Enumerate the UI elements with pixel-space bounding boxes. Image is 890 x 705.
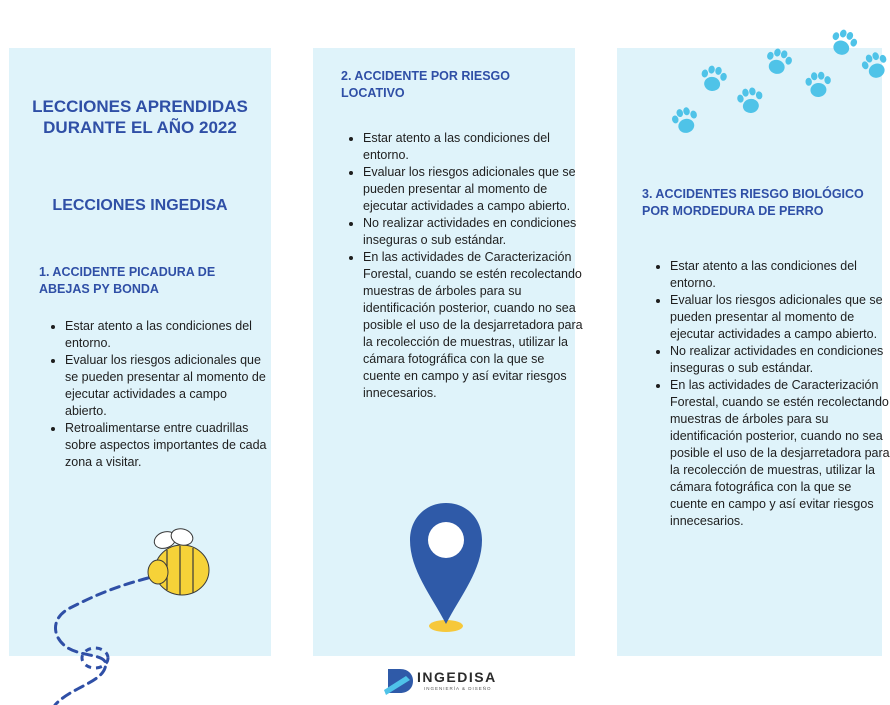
bullet-list-1 bbox=[46, 318, 270, 471]
paw-print-icon bbox=[803, 70, 833, 100]
paw-print-icon bbox=[698, 64, 728, 94]
logo-mark-icon bbox=[384, 666, 414, 696]
list-item: • En las actividades de Caracterización Forestal, cuando se estén recolectando muestras de árboles para su identificación posterior, cuando no sea posible el uso de la desjarretadora para la recolección de muestras, utilizar la cámara fotográfica con la que se cuente en campo y así evitar riesgos innecesarios. bbox=[363, 249, 585, 402]
bullet-list-2 bbox=[344, 130, 585, 402]
list-item: • No realizar actividades en condiciones inseguras o sub estándar. bbox=[363, 215, 585, 249]
logo-tagline: INGENIERÍA & DISEÑO bbox=[424, 686, 492, 691]
panel-lessons-2 bbox=[313, 48, 583, 656]
location-pin-icon bbox=[406, 500, 486, 636]
paw-print-icon bbox=[735, 86, 765, 116]
list-item: • Estar atento a las condiciones del entorno. bbox=[65, 318, 270, 352]
bullet-list-3 bbox=[651, 258, 890, 530]
list-item: • Evaluar los riesgos adicionales que se pueden presentar al momento de ejecutar actividades a campo abierto. bbox=[363, 164, 585, 215]
paw-print-icon bbox=[828, 28, 858, 58]
list-item: • Estar atento a las condiciones del entorno. bbox=[670, 258, 890, 292]
list-item: • Evaluar los riesgos adicionales que se pueden presentar al momento de ejecutar actividades a campo abierto. bbox=[670, 292, 890, 343]
heading-accident-1: 1. ACCIDENTE PICADURA DE ABEJAS PY BONDA bbox=[39, 265, 216, 296]
ingedisa-logo bbox=[384, 665, 509, 697]
list-item: • En las actividades de Caracterización Forestal, cuando se estén recolectando muestras de árboles para su identificación posterior, cuando no sea posible el uso de la desjarretadora para la recolección de muestras, utilizar la cámara fotográfica con la que se cuente en campo y así evitar riesgos innecesarios. bbox=[670, 377, 890, 530]
logo-wordmark: INGEDISA bbox=[417, 669, 497, 685]
subtitle: LECCIONES INGEDISA bbox=[52, 197, 228, 214]
list-item: • Evaluar los riesgos adicionales que se pueden presentar al momento de ejecutar actividades a campo abierto. bbox=[65, 352, 270, 420]
bee-icon bbox=[30, 528, 220, 705]
list-item: • Retroalimentarse entre cuadrillas sobre aspectos importantes de cada zona a visitar. bbox=[65, 420, 270, 471]
heading-accident-2: 2. ACCIDENTE POR RIESGO LOCATIVO bbox=[341, 69, 511, 100]
paw-print-icon bbox=[670, 106, 700, 136]
list-item: • Estar atento a las condiciones del entorno. bbox=[363, 130, 585, 164]
heading-accident-3: 3. ACCIDENTES RIESGO BIOLÓGICO POR MORDEDURA DE PERRO bbox=[642, 187, 864, 218]
panel-lessons-3 bbox=[617, 48, 890, 656]
paw-print-icon bbox=[860, 51, 890, 81]
paw-print-icon bbox=[763, 47, 793, 77]
list-item: • No realizar actividades en condiciones inseguras o sub estándar. bbox=[670, 343, 890, 377]
main-title: LECCIONES APRENDIDAS DURANTE EL AÑO 2022 bbox=[32, 97, 248, 137]
